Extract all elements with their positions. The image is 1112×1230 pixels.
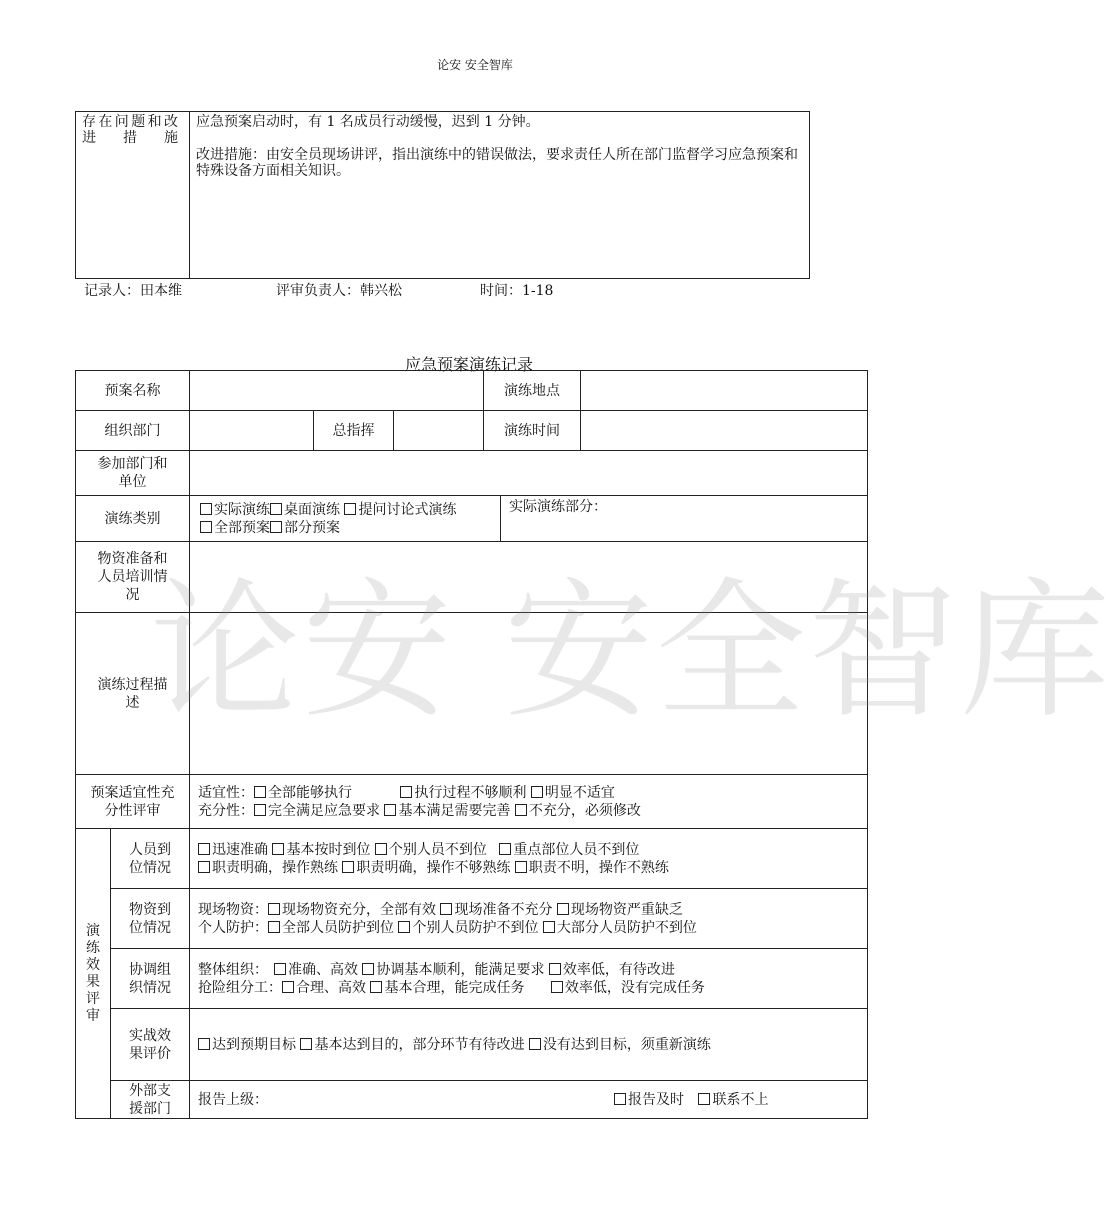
- commander-value[interactable]: [394, 411, 484, 451]
- external-support-label: 外部支援部门: [111, 1081, 190, 1119]
- sign-time-text: 时间：1-18: [480, 283, 554, 299]
- drill-record-form: [75, 370, 868, 1119]
- checkbox[interactable]: [300, 1038, 312, 1050]
- drill-type-label: 演练类别: [76, 496, 190, 542]
- participants-value[interactable]: [190, 451, 868, 496]
- checkbox[interactable]: [529, 1038, 541, 1050]
- coordination-label: 协调组织情况: [111, 949, 190, 1009]
- personnel-options: [190, 829, 868, 889]
- suitability-label: 预案适宜性充分性评审: [76, 775, 190, 829]
- coordination-line-1: 整体组织： 准确、高效 协调基本顺利，能满足要求 效率低，有待改进: [198, 961, 675, 978]
- checkbox[interactable]: [254, 786, 266, 798]
- checkbox[interactable]: [282, 981, 294, 993]
- drill-time-value[interactable]: [581, 411, 868, 451]
- improvement-text: 改进措施：由安全员现场讲评，指出演练中的错误做法，要求责任人所在部门监督学习应急预案和特殊设备方面相关知识。: [196, 147, 798, 179]
- location-label: 演练地点: [484, 371, 581, 411]
- drill-type-options: [190, 496, 501, 542]
- checkbox[interactable]: [549, 963, 561, 975]
- watermark: 论安 安全智库: [150, 565, 1112, 739]
- checkbox[interactable]: [440, 903, 452, 915]
- drill-time-label: 演练时间: [484, 411, 581, 451]
- materials-line-2: 个人防护： 全部人员防护到位 个别人员防护不到位 大部分人员防护不到位: [198, 919, 697, 936]
- checkbox[interactable]: [375, 843, 387, 855]
- issues-label: 存在问题和改进措施: [82, 114, 178, 146]
- checkbox[interactable]: [398, 921, 410, 933]
- checkbox[interactable]: [198, 861, 210, 873]
- checkbox[interactable]: [515, 861, 527, 873]
- actual-drill-part[interactable]: 实际演练部分：: [501, 496, 868, 542]
- drill-type-line-2: 全部预案 部分预案: [200, 519, 492, 537]
- form-title: 应急预案演练记录: [404, 355, 533, 374]
- checkbox[interactable]: [268, 921, 280, 933]
- suitability-line-2: 充分性： 完全满足应急要求 基本满足需要完善 不充分，必须修改: [198, 802, 641, 819]
- checkbox[interactable]: [270, 521, 282, 533]
- materials-line-1: 现场物资： 现场物资充分，全部有效 现场准备不充分 现场物资严重缺乏: [198, 901, 683, 918]
- checkbox[interactable]: [698, 1093, 710, 1105]
- external-line: 报告上级： 报告及时 联系不上: [198, 1091, 769, 1108]
- process-value[interactable]: [190, 613, 868, 775]
- org-value[interactable]: [190, 411, 314, 451]
- recorder-text: 记录人：田本维: [84, 283, 182, 299]
- suitability-line-1: 适宜性： 全部能够执行 执行过程不够顺利 明显不适宜: [198, 784, 615, 801]
- checkbox[interactable]: [551, 981, 563, 993]
- checkbox[interactable]: [370, 981, 382, 993]
- checkbox[interactable]: [543, 921, 555, 933]
- plan-name-value[interactable]: [190, 371, 484, 411]
- coordination-line-2: 抢险组分工： 合理、高效 基本合理，能完成任务 效率低，没有完成任务: [198, 979, 705, 996]
- commander-label: 总指挥: [314, 411, 394, 451]
- checkbox[interactable]: [198, 843, 210, 855]
- checkbox[interactable]: [499, 843, 511, 855]
- combat-options: [190, 1009, 868, 1081]
- checkbox[interactable]: [384, 804, 396, 816]
- issue-text: 应急预案启动时，有 1 名成员行动缓慢，迟到 1 分钟。: [196, 114, 540, 130]
- checkbox[interactable]: [198, 1038, 210, 1050]
- personnel-line-2: 职责明确，操作熟练 职责明确，操作不够熟练 职责不明，操作不熟练: [198, 859, 859, 877]
- materials-training-label: 物资准备和人员培训情况: [76, 542, 190, 613]
- checkbox[interactable]: [362, 963, 374, 975]
- suitability-options: [190, 775, 868, 829]
- checkbox[interactable]: [200, 521, 212, 533]
- coordination-options: [190, 949, 868, 1009]
- reviewer-text: 评审负责人：韩兴松: [276, 283, 402, 299]
- checkbox[interactable]: [254, 804, 266, 816]
- issues-label-cell: [76, 112, 190, 279]
- checkbox[interactable]: [274, 963, 286, 975]
- checkbox[interactable]: [342, 861, 354, 873]
- page-header-title: 论安 安全智库: [437, 58, 513, 72]
- issues-content-cell: [190, 112, 810, 279]
- personnel-label: 人员到位情况: [111, 829, 190, 889]
- process-label: 演练过程描述: [76, 613, 190, 775]
- combat-line: 达到预期目标 基本达到目的，部分环节有待改进 没有达到目标，须重新演练: [198, 1036, 859, 1054]
- location-value[interactable]: [581, 371, 868, 411]
- combat-label: 实战效果评价: [111, 1009, 190, 1081]
- checkbox[interactable]: [557, 903, 569, 915]
- checkbox[interactable]: [614, 1093, 626, 1105]
- checkbox[interactable]: [344, 503, 356, 515]
- materials-in-place-label: 物资到位情况: [111, 889, 190, 949]
- checkbox[interactable]: [400, 786, 412, 798]
- materials-in-place-options: [190, 889, 868, 949]
- personnel-line-1: 迅速准确 基本按时到位 个别人员不到位 重点部位人员不到位: [198, 841, 859, 859]
- report-superior-label: 报告上级：: [198, 1091, 268, 1108]
- checkbox[interactable]: [531, 786, 543, 798]
- materials-training-value[interactable]: [190, 542, 868, 613]
- checkbox[interactable]: [272, 843, 284, 855]
- checkbox[interactable]: [270, 503, 282, 515]
- participants-label: 参加部门和单位: [76, 451, 190, 496]
- plan-name-label: 预案名称: [76, 371, 190, 411]
- drill-type-line-1: 实际演练 桌面演练 提问讨论式演练: [200, 501, 492, 519]
- checkbox[interactable]: [200, 503, 212, 515]
- checkbox[interactable]: [268, 903, 280, 915]
- effect-review-text: 演练效果评审: [86, 922, 100, 1024]
- effect-review-label: [76, 829, 111, 1119]
- external-support-options: [190, 1081, 868, 1119]
- org-label: 组织部门: [76, 411, 190, 451]
- issues-table: [75, 111, 810, 279]
- checkbox[interactable]: [515, 804, 527, 816]
